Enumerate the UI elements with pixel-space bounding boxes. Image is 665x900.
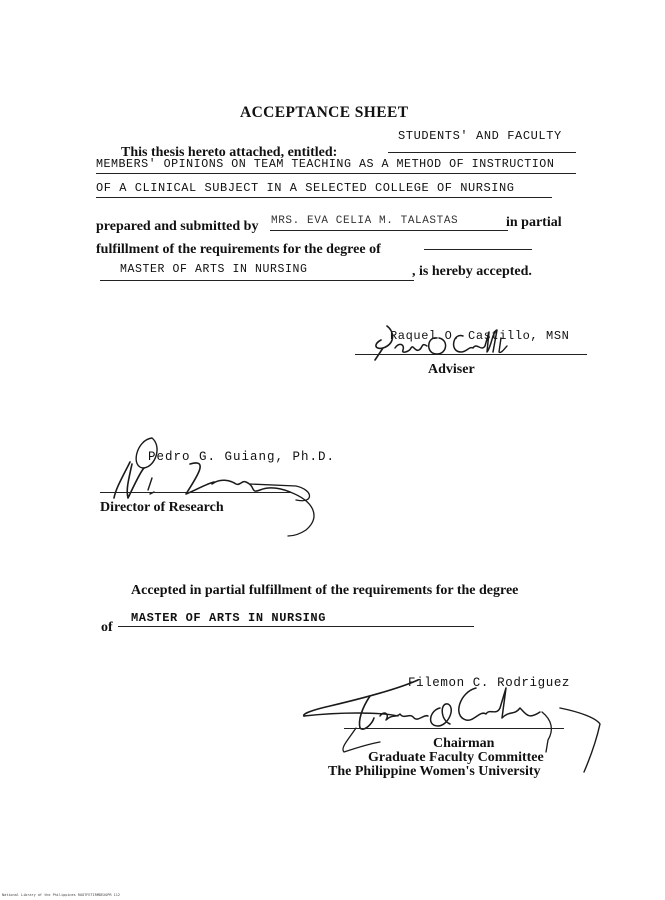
acceptance-of-label: of [101,620,113,635]
author-name: MRS. EVA CELIA M. TALASTAS [271,215,459,227]
director-signature [100,428,330,538]
chairman-role: Chairman [433,736,495,751]
library-footer: National Library of the Philippines ROOTFETIRMDEXOPR 112 [2,893,121,897]
acceptance-degree-underline [118,626,474,627]
prepared-suffix-text: in partial [506,215,562,230]
acceptance-statement: Accepted in partial fulfillment of the requirements for the degree [131,583,519,598]
fulfillment-rule [424,249,532,250]
chairman-committee: Graduate Faculty Committee [368,750,544,765]
chairman-signature-line [344,728,564,729]
director-signature-line [100,492,290,493]
chairman-typed-name: Filemon C. Rodriguez [408,676,571,690]
chairman-university: The Philippine Women's University [328,764,541,779]
thesis-title-line3: OF A CLINICAL SUBJECT IN A SELECTED COLLEGE OF NURSING [96,181,515,195]
thesis-title-underline3 [96,197,552,198]
author-underline [270,230,508,231]
adviser-role: Adviser [428,362,475,377]
adviser-typed-name: Raquel O. Castillo, MSN [390,329,570,343]
thesis-intro-text: This thesis hereto attached, entitled: [121,145,338,160]
thesis-title-line2: MEMBERS' OPINIONS ON TEAM TEACHING AS A METHOD OF INSTRUCTION [96,157,555,171]
director-typed-name: Pedro G. Guiang, Ph.D. [148,450,336,464]
degree-underline [100,280,414,281]
thesis-title-underline2 [96,173,576,174]
acceptance-degree: MASTER OF ARTS IN NURSING [131,611,327,625]
degree-name: MASTER OF ARTS IN NURSING [120,263,308,276]
adviser-signature-line [355,354,587,355]
page-title: ACCEPTANCE SHEET [240,104,409,121]
accepted-text: , is hereby accepted. [412,264,532,279]
prepared-by-text: prepared and submitted by [96,219,259,234]
thesis-title-line1: STUDENTS' AND FACULTY [398,129,562,143]
thesis-title-underline1 [388,152,576,153]
fulfillment-text: fulfillment of the requirements for the degree of [96,242,381,257]
director-role: Director of Research [100,500,224,515]
adviser-signature [365,318,545,368]
